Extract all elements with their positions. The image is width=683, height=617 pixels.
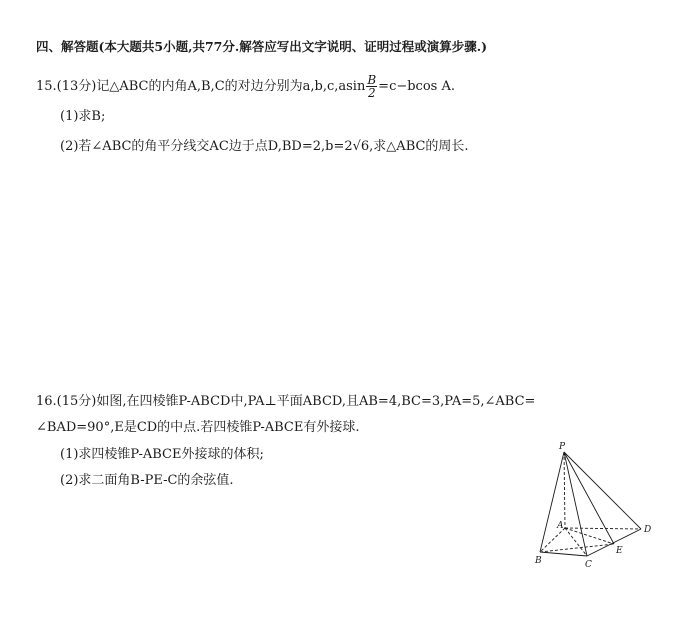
section-title: 四、解答题(本大题共5小题,共77分.解答应写出文字说明、证明过程或演算步骤.) [36, 39, 487, 54]
label-A: A [557, 521, 564, 531]
q16-stem-line2: ∠BAD=90°,E是CD的中点.若四棱锥P-ABCE有外接球. [36, 420, 360, 435]
label-P: P [559, 442, 566, 452]
q15-part2: (2)若∠ABC的角平分线交AC边于点D,BD=2,b=2√6,求△ABC的周长. [60, 139, 469, 154]
edge-PC [564, 452, 587, 556]
edge-PB [540, 452, 564, 552]
q16-part1: (1)求四棱锥P-ABCE外接球的体积; [60, 447, 264, 462]
edge-CD [587, 529, 641, 556]
edge-PD [564, 452, 641, 529]
edge-AB [540, 528, 565, 552]
edge-PA [564, 452, 565, 528]
label-E: E [616, 546, 623, 556]
q15-fraction [366, 74, 377, 99]
q16-part2: (2)求二面角B-PE-C的余弦值. [60, 473, 234, 488]
label-B: B [535, 556, 542, 566]
q15-part1: (1)求B; [60, 109, 106, 124]
label-C: C [585, 560, 592, 570]
q15-stem-before: 15.(13分)记△ABC的内角A,B,C的对边分别为a,b,c,asin [36, 79, 366, 94]
edge-AD [565, 528, 641, 529]
q15-frac-num: B [367, 73, 377, 87]
edge-BC [540, 552, 587, 556]
q15-stem [36, 74, 455, 99]
pyramid-diagram [528, 440, 668, 575]
pyramid-figure [528, 440, 668, 575]
label-D: D [644, 525, 652, 535]
q15-stem-after: =c−bcos A. [378, 79, 455, 94]
q16-stem-line1: 16.(15分)如图,在四棱锥P-ABCD中,PA⊥平面ABCD,且AB=4,BC=3,PA=5,∠ABC= [36, 394, 536, 409]
q15-frac-den: 2 [367, 86, 376, 100]
